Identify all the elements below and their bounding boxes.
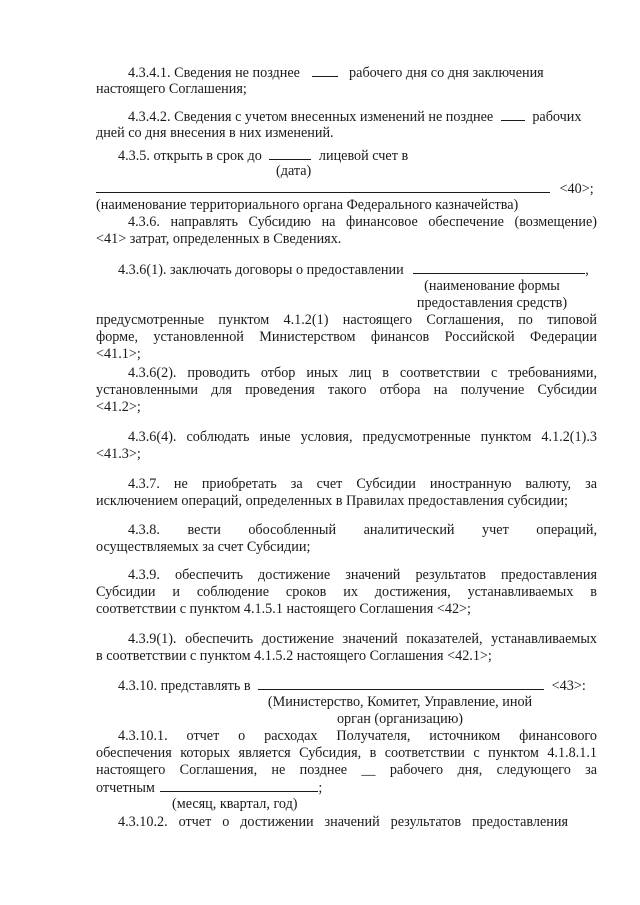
paragraph-4-3-4-1-line-1 xyxy=(128,64,544,82)
text: отчетным xyxy=(96,780,155,796)
footnote-ref: <40>; xyxy=(559,181,594,197)
footnote-ref: <43>: xyxy=(551,678,586,694)
paragraph-4-3-6-1-line-1 xyxy=(118,261,589,279)
caption-ministry-1: (Министерство, Комитет, Управление, иной xyxy=(267,694,533,710)
paragraph-4-3-7-line-1: 4.3.7. не приобретать за счет Субсидии иностранную валюту, за xyxy=(128,476,597,492)
text: 4.3.6(1). заключать договоры о предоставлении xyxy=(118,262,404,278)
paragraph-4-3-8-line-2: осуществляемых за счет Субсидии; xyxy=(96,539,311,555)
paragraph-4-3-6-line-2: <41> затрат, определенных в Сведениях. xyxy=(96,231,342,247)
paragraph-4-3-6-2-line-2: установленными для проведения такого отбора на получение Субсидии xyxy=(96,382,597,398)
paragraph-4-3-9-1-line-1: 4.3.9(1). обеспечить достижение значений показателей, устанавливаемых xyxy=(128,631,597,647)
blank-line xyxy=(160,779,318,792)
paragraph-4-3-6-2-line-3: <41.2>; xyxy=(96,399,141,415)
paragraph-4-3-7-line-2: исключением операций, определенных в Правилах предоставления субсидии; xyxy=(96,493,568,509)
caption-ministry-2: орган (организацию) xyxy=(336,711,464,727)
caption-org: (наименование территориального органа Федерального казначейства) xyxy=(96,197,519,213)
caption-form-1: (наименование формы xyxy=(424,278,560,294)
paragraph-4-3-6-4-line-1: 4.3.6(4). соблюдать иные условия, предусмотренные пунктом 4.1.2(1).3 xyxy=(128,429,597,445)
paragraph-4-3-10-2-line-1: 4.3.10.2. отчет о достижении значений результатов предоставления xyxy=(118,814,568,830)
paragraph-4-3-4-2-line-2: дней со дня внесения в них изменений. xyxy=(96,125,334,141)
text: рабочих xyxy=(532,109,582,125)
caption-date: (дата) xyxy=(276,163,312,179)
paragraph-4-3-9-line-1: 4.3.9. обеспечить достижение значений результатов предоставления xyxy=(128,567,597,583)
blank-line xyxy=(96,180,550,193)
paragraph-4-3-10-1-line-3: настоящего Соглашения, не позднее __ рабочего дня, следующего за xyxy=(96,762,597,778)
text: 4.3.5. открыть в срок до xyxy=(118,148,262,164)
paragraph-4-3-5-line-1 xyxy=(118,147,408,165)
paragraph-4-3-5-line-2 xyxy=(96,180,594,198)
paragraph-4-3-6-line-1: 4.3.6. направлять Субсидию на финансовое обеспечение (возмещение) xyxy=(128,214,597,230)
paragraph-4-3-8-line-1: 4.3.8. вести обособленный аналитический учет операций, xyxy=(128,522,597,538)
paragraph-4-3-10-1-line-2: обеспечения которых является Субсидия, в соответствии с пунктом 4.1.8.1.1 xyxy=(96,745,597,761)
text: 4.3.4.1. Сведения не позднее xyxy=(128,65,300,81)
paragraph-4-3-4-1-line-2: настоящего Соглашения; xyxy=(96,81,247,97)
paragraph-4-3-6-1-line-3: форме, установленной Министерством финансов Российской Федерации xyxy=(96,329,597,345)
blank-line xyxy=(312,64,338,77)
caption-period: (месяц, квартал, год) xyxy=(172,796,298,812)
blank-line xyxy=(258,677,544,690)
text: лицевой счет в xyxy=(318,148,409,164)
paragraph-4-3-9-line-2: Субсидии и соблюдение сроков их достижения, устанавливаемых в xyxy=(96,584,597,600)
paragraph-4-3-9-1-line-2: в соответствии с пунктом 4.1.5.2 настоящего Соглашения <42.1>; xyxy=(96,648,492,664)
paragraph-4-3-10-1-line-1: 4.3.10.1. отчет о расходах Получателя, источником финансового xyxy=(118,728,597,744)
paragraph-4-3-10-1-line-4 xyxy=(96,779,322,797)
paragraph-4-3-10-line-1 xyxy=(118,677,586,695)
text: 4.3.4.2. Сведения с учетом внесенных изменений не позднее xyxy=(128,109,494,125)
paragraph-4-3-4-2-line-1 xyxy=(128,108,582,126)
text: 4.3.10. представлять в xyxy=(118,678,251,694)
blank-line xyxy=(269,147,311,160)
paragraph-4-3-6-1-line-2: предусмотренные пунктом 4.1.2(1) настоящего Соглашения, по типовой xyxy=(96,312,597,328)
paragraph-4-3-6-4-line-2: <41.3>; xyxy=(96,446,141,462)
text: , xyxy=(585,262,589,278)
paragraph-4-3-6-2-line-1: 4.3.6(2). проводить отбор иных лиц в соответствии с требованиями, xyxy=(128,365,597,381)
text: ; xyxy=(318,780,323,796)
blank-line xyxy=(501,108,525,121)
caption-form-2: предоставления средств) xyxy=(416,295,568,311)
paragraph-4-3-9-line-3: соответствии с пунктом 4.1.5.1 настоящего Соглашения <42>; xyxy=(96,601,471,617)
blank-line xyxy=(413,261,585,274)
paragraph-4-3-6-1-line-4: <41.1>; xyxy=(96,346,141,362)
text: рабочего дня со дня заключения xyxy=(349,65,544,81)
